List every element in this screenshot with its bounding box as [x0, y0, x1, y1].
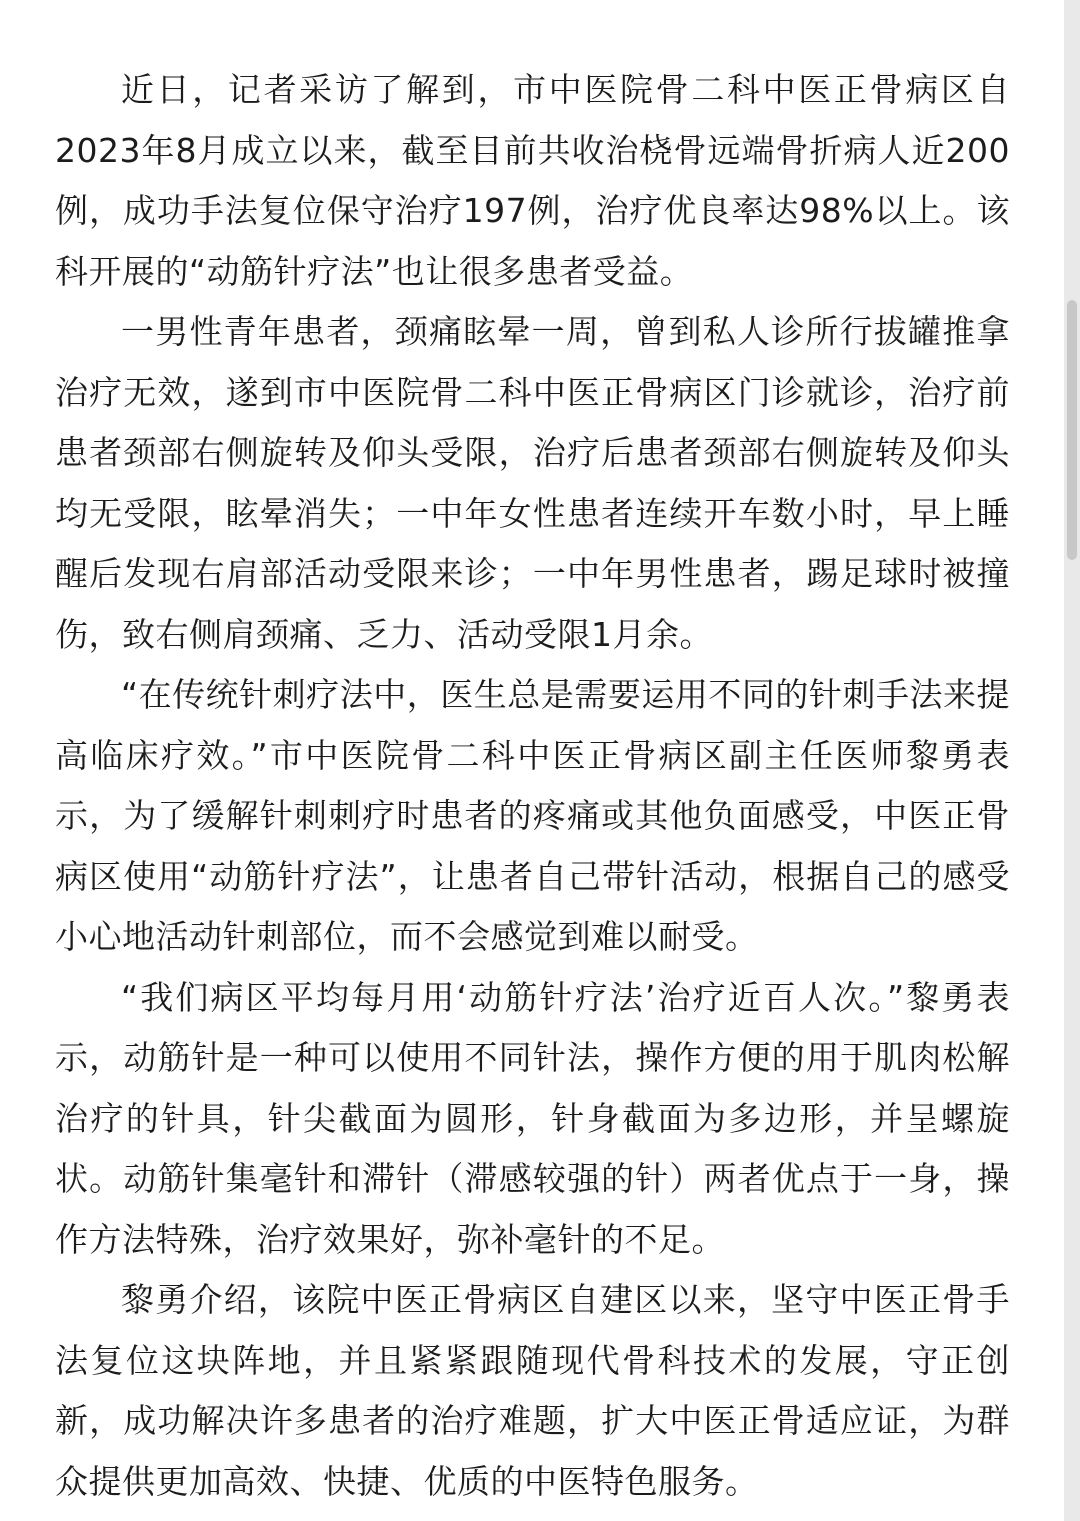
truncated-next-line	[140, 1512, 580, 1521]
vertical-scrollbar[interactable]	[1064, 0, 1080, 1521]
paragraph-4: “我们病区平均每月用‘动筋针疗法’治疗近百人次。”黎勇表示，动筋针是一种可以使用不同针法，操作方便的用于肌肉松解治疗的针具，针尖截面为圆形，针身截面为多边形，并呈螺旋状。动筋针集毫针和滞针（滞感较强的针）两者优点于一身，操作方法特殊，治疗效果好，弥补毫针的不足。	[55, 977, 1010, 1259]
scrollbar-thumb[interactable]	[1067, 300, 1077, 560]
paragraph-1: 近日，记者采访了解到，市中医院骨二科中医正骨病区自2023年8月成立以来，截至目前共收治桡骨远端骨折病人近200例，成功手法复位保守治疗197例，治疗优良率达98%以上。该科开展的“动筋针疗法”也让很多患者受益。	[55, 70, 1010, 291]
paragraph-2: 一男性青年患者，颈痛眩晕一周，曾到私人诊所行拔罐推拿治疗无效，遂到市中医院骨二科中医正骨病区门诊就诊，治疗前患者颈部右侧旋转及仰头受限，治疗后患者颈部右侧旋转及仰头均无受限，眩晕消失；一中年女性患者连续开车数小时，早上睡醒后发现右肩部活动受限来诊；一中年男性患者，踢足球时被撞伤，致右侧肩颈痛、乏力、活动受限1月余。	[55, 312, 1010, 654]
paragraph-3: “在传统针刺疗法中，医生总是需要运用不同的针刺手法来提高临床疗效。”市中医院骨二科中医正骨病区副主任医师黎勇表示，为了缓解针刺刺疗时患者的疼痛或其他负面感受，中医正骨病区使用“动筋针疗法”，让患者自己带针活动，根据自己的感受小心地活动针刺部位，而不会感觉到难以耐受。	[55, 675, 1010, 956]
article-body	[55, 60, 1010, 1512]
paragraph-5: 黎勇介绍，该院中医正骨病区自建区以来，坚守中医正骨手法复位这块阵地，并且紧紧跟随现代骨科技术的发展，守正创新，成功解决许多患者的治疗难题，扩大中医正骨适应证，为群众提供更加高效、快捷、优质的中医特色服务。	[55, 1280, 1010, 1501]
